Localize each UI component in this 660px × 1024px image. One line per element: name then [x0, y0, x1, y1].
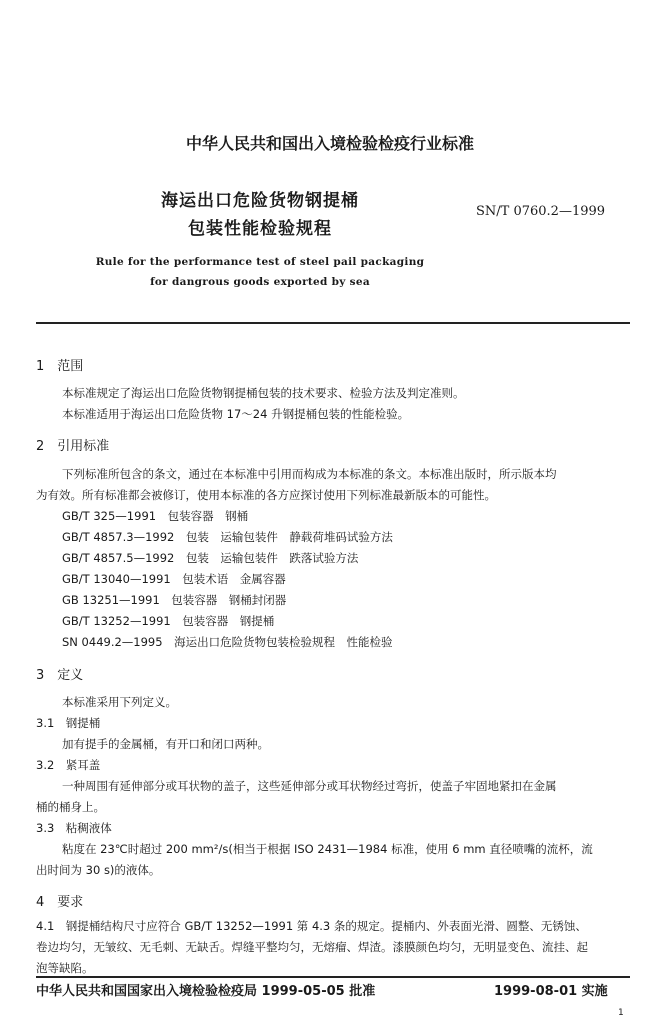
section-4-heading: 4 要求: [36, 895, 84, 910]
approval-date: 中华人民共和国国家出入境检验检疫局 1999-05-05 批准: [36, 984, 376, 999]
definition-3-2-text-line1: 一种周围有延伸部分或耳状物的盖子，这些延伸部分或耳状物经过弯折，使盖子牢固地紧扣在金属: [62, 779, 557, 793]
reference-item: SN 0449.2—1995 海运出口危险货物包装检验规程 性能检验: [62, 635, 393, 649]
requirement-4-1-line2: 卷边均匀，无皱纹、无毛刺、无缺舌。焊缝平整均匀，无熔瘤、焊渣。漆膜颜色均匀，无明显变色、流挂、起: [36, 940, 588, 954]
definition-3-3-heading: 3.3 粘稠液体: [36, 821, 112, 835]
reference-item: GB/T 325—1991 包装容器 钢桶: [62, 509, 249, 523]
definition-3-3-text-line1: 粘度在 23℃时超过 200 mm²/s(相当于根据 ISO 2431—1984 标准，使用 6 mm 直径喷嘴的流杯，流: [62, 842, 593, 856]
definition-3-1-heading: 3.1 钢提桶: [36, 716, 101, 730]
section-1-paragraph-1: 本标准规定了海运出口危险货物钢提桶包装的技术要求、检验方法及判定准则。: [62, 386, 465, 400]
reference-item: GB 13251—1991 包装容器 钢桶封闭器: [62, 593, 287, 607]
section-1-heading: 1 范围: [36, 359, 84, 374]
reference-item: GB/T 4857.3—1992 包装 运输包装件 静载荷堆码试验方法: [62, 530, 393, 544]
section-1-paragraph-2: 本标准适用于海运出口危险货物 17～24 升钢提桶包装的性能检验。: [62, 407, 410, 421]
standard-code: SN/T 0760.2—1999: [476, 204, 606, 219]
section-2-paragraph-line1: 下列标准所包含的条文，通过在本标准中引用而构成为本标准的条文。本标准出版时，所示版本均: [62, 467, 557, 481]
footer-divider: [36, 976, 630, 978]
english-title-line2: for dangrous goods exported by sea: [150, 276, 370, 288]
definition-3-1-text: 加有提手的金属桶，有开口和闭口两种。: [62, 737, 269, 751]
requirement-4-1-line3: 泡等缺陷。: [36, 961, 94, 975]
document-title-line2: 包装性能检验规程: [188, 219, 332, 239]
section-3-heading: 3 定义: [36, 668, 84, 683]
page-number: 1: [618, 1008, 624, 1018]
definition-3-2-text-line2: 桶的桶身上。: [36, 800, 105, 814]
definition-3-3-text-line2: 出时间为 30 s)的液体。: [36, 863, 161, 877]
implementation-date: 1999-08-01 实施: [494, 984, 608, 999]
requirement-4-1-line1: 4.1 钢提桶结构尺寸应符合 GB/T 13252—1991 第 4.3 条的规定。提桶内、外表面光滑、圆整、无锈蚀、: [36, 919, 587, 933]
section-3-intro: 本标准采用下列定义。: [62, 695, 177, 709]
reference-item: GB/T 4857.5—1992 包装 运输包装件 跌落试验方法: [62, 551, 359, 565]
section-2-heading: 2 引用标准: [36, 439, 110, 454]
reference-item: GB/T 13040—1991 包装术语 金属容器: [62, 572, 286, 586]
english-title-line1: Rule for the performance test of steel pail packaging: [95, 256, 425, 268]
definition-3-2-heading: 3.2 紧耳盖: [36, 758, 101, 772]
document-title-line1: 海运出口危险货物钢提桶: [161, 191, 359, 211]
header-divider: [36, 322, 630, 324]
standard-type-heading: 中华人民共和国出入境检验检疫行业标准: [185, 134, 474, 153]
reference-item: GB/T 13252—1991 包装容器 钢提桶: [62, 614, 275, 628]
section-2-paragraph-line2: 为有效。所有标准都会被修订，使用本标准的各方应探讨使用下列标准最新版本的可能性。: [36, 488, 496, 502]
